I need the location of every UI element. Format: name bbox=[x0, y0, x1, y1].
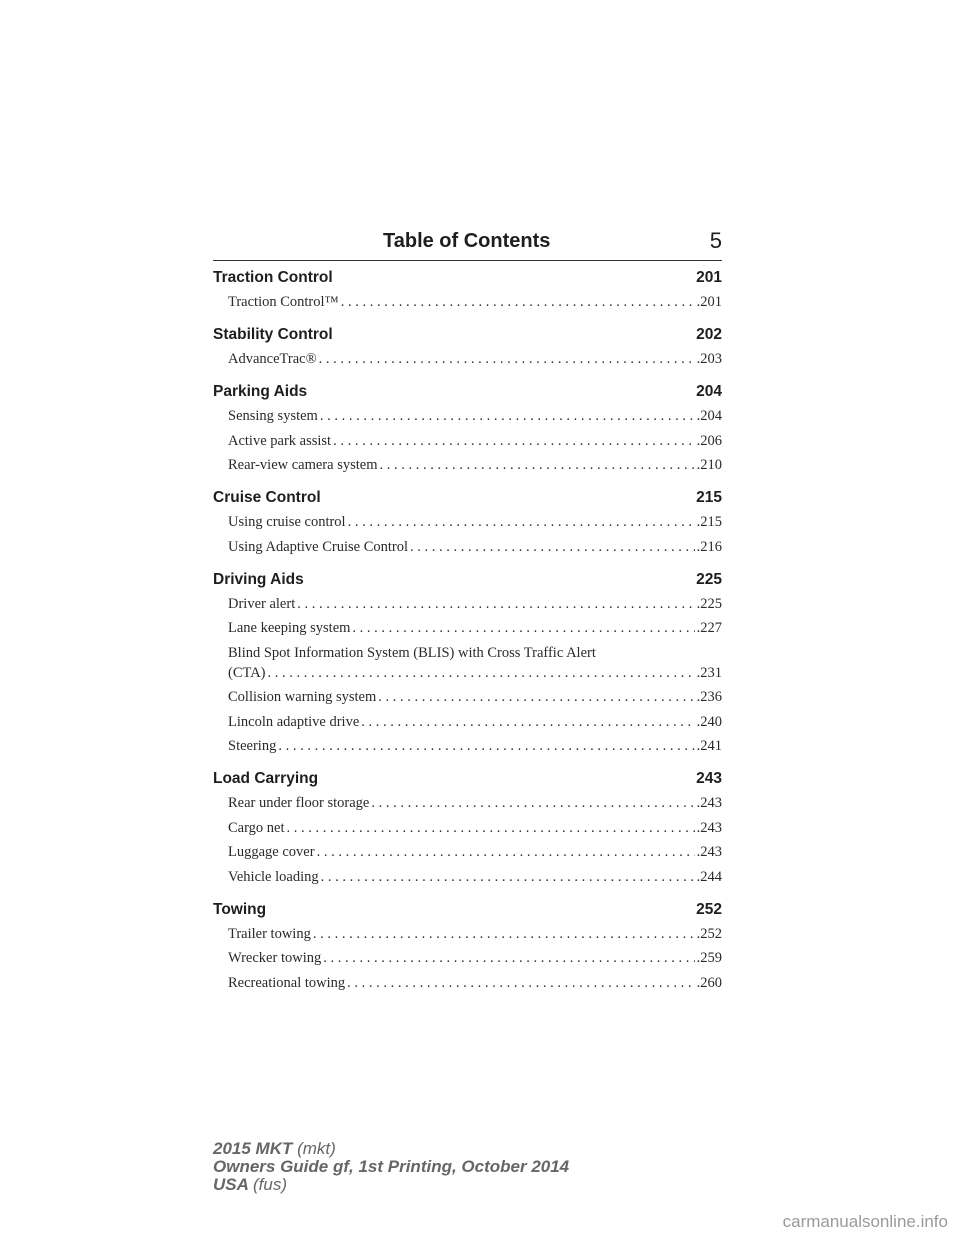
entry-label: Vehicle loading bbox=[228, 868, 319, 885]
entry-label: AdvanceTrac® bbox=[228, 351, 317, 367]
footer-line-2: Owners Guide gf, 1st Printing, October 2014 bbox=[213, 1157, 570, 1176]
dot-leader bbox=[297, 594, 694, 614]
entry-page: .260 bbox=[696, 974, 722, 991]
footer-model: 2015 MKT bbox=[213, 1139, 298, 1158]
section-title: Cruise Control bbox=[213, 489, 321, 506]
section-heading[interactable] bbox=[213, 268, 722, 288]
section-heading[interactable] bbox=[213, 488, 722, 508]
section-page: 204 bbox=[696, 383, 722, 400]
entry-page: .225 bbox=[696, 595, 722, 612]
entry-line2 bbox=[213, 663, 722, 683]
toc-section bbox=[213, 900, 722, 993]
entry-page: .203 bbox=[696, 351, 722, 367]
entry-label: Lincoln adaptive drive bbox=[228, 713, 360, 730]
toc-entry[interactable] bbox=[213, 948, 722, 968]
toc-entry[interactable] bbox=[213, 349, 722, 369]
toc-entry[interactable] bbox=[213, 793, 722, 813]
toc-entry[interactable] bbox=[213, 512, 722, 532]
footer-line-1 bbox=[213, 1140, 569, 1158]
table-of-contents bbox=[213, 268, 722, 1006]
section-page: 202 bbox=[696, 326, 722, 343]
entry-label: Sensing system bbox=[228, 408, 318, 424]
page-header bbox=[213, 228, 722, 261]
entry-label: Luggage cover bbox=[228, 844, 315, 860]
section-page: 252 bbox=[696, 900, 722, 918]
toc-entry[interactable] bbox=[213, 406, 722, 426]
toc-entry[interactable] bbox=[213, 736, 722, 756]
footer-line-3 bbox=[213, 1176, 569, 1194]
toc-entry[interactable] bbox=[213, 594, 722, 614]
toc-entry[interactable] bbox=[213, 842, 722, 862]
toc-entry[interactable] bbox=[213, 455, 722, 475]
entry-page: .259 bbox=[696, 950, 722, 966]
entry-page: .216 bbox=[696, 538, 722, 555]
dot-leader bbox=[320, 406, 695, 426]
section-heading[interactable] bbox=[213, 325, 722, 345]
section-heading[interactable] bbox=[213, 900, 722, 920]
entry-page: .240 bbox=[696, 713, 722, 730]
footer-market: USA bbox=[213, 1175, 253, 1194]
dot-leader bbox=[410, 537, 695, 557]
entry-page: .243 bbox=[696, 844, 722, 860]
dot-leader bbox=[333, 431, 695, 451]
section-heading[interactable] bbox=[213, 769, 722, 789]
entry-label: Active park assist bbox=[228, 432, 332, 449]
dot-leader bbox=[361, 712, 694, 732]
entry-label: Rear under floor storage bbox=[228, 795, 370, 811]
entry-page: .210 bbox=[696, 457, 722, 473]
toc-section bbox=[213, 325, 722, 369]
entry-label: Trailer towing bbox=[228, 925, 311, 942]
toc-entry[interactable] bbox=[213, 537, 722, 557]
dot-leader bbox=[268, 663, 695, 683]
entry-label: Driver alert bbox=[228, 595, 296, 612]
entry-label: Steering bbox=[228, 738, 277, 754]
toc-entry[interactable] bbox=[213, 643, 722, 683]
dot-leader bbox=[313, 924, 695, 944]
toc-entry[interactable] bbox=[213, 924, 722, 944]
toc-entry[interactable] bbox=[213, 818, 722, 838]
section-heading[interactable] bbox=[213, 570, 722, 590]
dot-leader bbox=[287, 818, 695, 838]
section-title: Towing bbox=[213, 900, 267, 918]
dot-leader bbox=[341, 292, 695, 312]
entry-label: Collision warning system bbox=[228, 689, 377, 705]
entry-label-line1: Blind Spot Information System (BLIS) with Cross Traffic Alert bbox=[228, 644, 596, 661]
entry-page: .204 bbox=[696, 408, 722, 424]
entry-page: .236 bbox=[696, 689, 722, 705]
section-page: 225 bbox=[696, 570, 722, 588]
section-page: 215 bbox=[696, 489, 722, 506]
entry-page: .243 bbox=[696, 819, 722, 836]
dot-leader bbox=[378, 687, 694, 707]
toc-section bbox=[213, 382, 722, 475]
dot-leader bbox=[321, 867, 695, 887]
entry-page: .243 bbox=[696, 795, 722, 811]
toc-entry[interactable] bbox=[213, 973, 722, 993]
entry-label: Traction Control™ bbox=[228, 294, 339, 310]
entry-label: Cargo net bbox=[228, 819, 285, 836]
watermark: carmanualsonline.info bbox=[782, 1212, 948, 1231]
section-title: Stability Control bbox=[213, 326, 333, 343]
toc-entry[interactable] bbox=[213, 712, 722, 732]
entry-label: Wrecker towing bbox=[228, 950, 322, 966]
dot-leader bbox=[317, 842, 695, 862]
entry-label: Lane keeping system bbox=[228, 620, 351, 636]
section-title: Load Carrying bbox=[213, 770, 319, 787]
entry-label: Using cruise control bbox=[228, 514, 346, 530]
dot-leader bbox=[371, 793, 694, 813]
dot-leader bbox=[379, 455, 694, 475]
document-footer bbox=[213, 1140, 569, 1194]
entry-page: .201 bbox=[696, 294, 722, 310]
section-page: 201 bbox=[696, 269, 722, 286]
section-title: Parking Aids bbox=[213, 383, 308, 400]
dot-leader bbox=[352, 618, 694, 638]
entry-page: .215 bbox=[696, 514, 722, 530]
entry-label: Using Adaptive Cruise Control bbox=[228, 538, 409, 555]
page-title: Table of Contents bbox=[383, 230, 551, 252]
page-number: 5 bbox=[709, 228, 722, 253]
toc-entry[interactable] bbox=[213, 292, 722, 312]
dot-leader bbox=[347, 973, 694, 993]
dot-leader bbox=[348, 512, 695, 532]
entry-page: .241 bbox=[696, 738, 722, 754]
toc-entry[interactable] bbox=[213, 431, 722, 451]
dot-leader bbox=[323, 948, 694, 968]
entry-page: .252 bbox=[696, 925, 722, 942]
toc-entry[interactable] bbox=[213, 867, 722, 887]
dot-leader bbox=[319, 349, 695, 369]
footer-market-code: (fus) bbox=[253, 1175, 287, 1194]
entry-label: (CTA) bbox=[228, 664, 266, 681]
toc-section bbox=[213, 488, 722, 557]
toc-entry[interactable] bbox=[213, 618, 722, 638]
entry-page: .231 bbox=[696, 664, 722, 681]
dot-leader bbox=[278, 736, 694, 756]
entry-page: .206 bbox=[696, 432, 722, 449]
entry-label: Recreational towing bbox=[228, 974, 346, 991]
toc-section bbox=[213, 570, 722, 757]
toc-entry[interactable] bbox=[213, 687, 722, 707]
entry-page: .227 bbox=[696, 620, 722, 636]
footer-model-code: (mkt) bbox=[297, 1139, 336, 1158]
toc-section bbox=[213, 769, 722, 887]
toc-section bbox=[213, 268, 722, 312]
section-heading[interactable] bbox=[213, 382, 722, 402]
entry-label: Rear-view camera system bbox=[228, 457, 378, 473]
section-title: Driving Aids bbox=[213, 570, 304, 588]
section-title: Traction Control bbox=[213, 269, 333, 286]
section-page: 243 bbox=[696, 770, 722, 787]
entry-page: .244 bbox=[696, 868, 722, 885]
